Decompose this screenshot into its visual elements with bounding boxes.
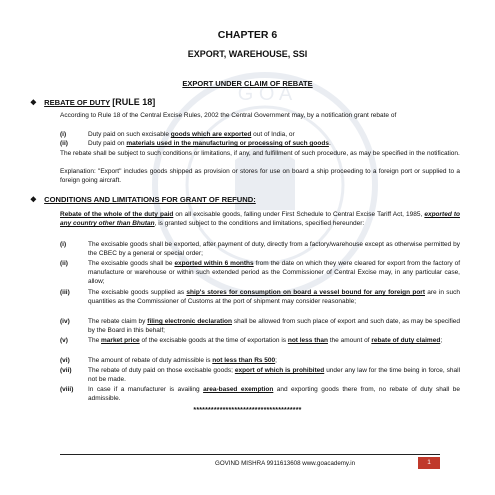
list-item (60, 240, 460, 258)
diamond-bullet-icon: ❖ (30, 98, 37, 107)
heading-label: REBATE OF DUTY (44, 98, 111, 107)
item-number: (iv) (60, 318, 70, 325)
list-item (60, 366, 460, 384)
item-text: shall be allowed from such place of export and such date, as may be specified by the Board in this behalf; (88, 318, 460, 335)
paragraph-rebate-conditions: The rebate shall be subject to such conditions or limitations, if any, and fulfillment of such procedure, as may be specified in the notification. (60, 150, 460, 157)
footer-divider (60, 454, 440, 455)
item-emphasis: not less than (287, 337, 328, 344)
item-number: (vii) (60, 367, 72, 374)
footer-credit: GOVIND MISHRA 9911613608 www.goacademy.in (215, 460, 356, 467)
item-text: and exporting goods there from, no rebate of duty shall be admissible. (88, 386, 460, 403)
heading-label: CONDITIONS AND LIMITATIONS FOR GRANT OF REFUND: (44, 195, 256, 204)
emphasis-text: exported to any country other than Bhutan (60, 211, 460, 228)
chapter-subtitle: EXPORT, WAREHOUSE, SSI (187, 49, 308, 59)
item-number: (ii) (60, 140, 68, 147)
item-text: The rebate of duty paid on those excisable goods; (88, 367, 235, 374)
item-text: are in such quantities as the Commissioner of Customs at the port of shipment may consider reasonable; (88, 289, 460, 306)
paragraph-explanation: Explanation: "Export" includes goods shipped as provision or stores for use on board a ship proceeding to a foreign port or supplied to a foreign going aircraft. (60, 168, 460, 185)
list-item (60, 288, 460, 306)
body-text: , is granted subject to the conditions and limitations, specified hereunder: (154, 220, 365, 228)
item-text: The excisable goods shall be (88, 260, 175, 267)
list-item (60, 356, 460, 365)
page-number: 1 (418, 457, 440, 469)
item-text: The amount of rebate of duty admissible is (88, 357, 213, 364)
item-text: . (328, 140, 331, 147)
item-emphasis: area-based exemption (203, 386, 274, 393)
body-text: on all excisable goods, falling under First Schedule to Central Excise Tariff Act, 1985, (173, 211, 425, 218)
diamond-bullet-icon: ❖ (30, 195, 37, 204)
item-emphasis: market price (101, 337, 140, 344)
heading-conditions (30, 195, 256, 204)
item-text: Duty paid on (88, 140, 127, 147)
emphasis-text: Rebate of the whole of the duty paid (60, 211, 174, 218)
list-item (60, 385, 460, 403)
item-emphasis: ship's stores for consumption on board a vessel bound for any foreign port (186, 289, 425, 296)
item-emphasis: not less than Rs 500 (212, 357, 276, 364)
list-item (60, 130, 460, 139)
item-text: of the excisable goods at the time of exportation is (139, 337, 288, 344)
item-text: under any law for the time being in force, shall not be made. (88, 367, 461, 384)
item-number: (iii) (60, 289, 70, 296)
list-item (60, 259, 460, 287)
paragraph-rebate-whole-duty (60, 210, 460, 228)
item-emphasis: filing electronic declaration (147, 318, 232, 325)
item-emphasis: rebate of duty claimed (371, 337, 441, 344)
item-text: In case if a manufacturer is availing (88, 386, 204, 393)
item-text: The rebate claim by (88, 318, 148, 325)
list-item (60, 336, 460, 345)
item-number: (i) (60, 241, 67, 248)
item-text: The (88, 337, 102, 344)
list-item (60, 317, 460, 335)
chapter-heading: CHAPTER 6 (217, 29, 278, 41)
item-text: ; (440, 337, 443, 344)
item-text: ; (275, 357, 277, 364)
item-text: The excisable goods supplied as (88, 289, 187, 296)
heading-rebate-of-duty (30, 97, 155, 107)
item-emphasis: goods which are exported (170, 131, 252, 138)
svg-text:G O A: G O A (237, 83, 293, 105)
item-emphasis: exported within 6 months (174, 260, 254, 267)
item-text: The excisable goods shall be exported, after payment of duty, directly from a factory/warehouse except as otherwise permitted by the CBEC by a general or special order; (88, 241, 460, 258)
item-number: (viii) (60, 386, 74, 393)
item-emphasis: materials used in the manufacturing or processing of such goods (126, 140, 329, 147)
item-number: (vi) (60, 357, 70, 364)
section-title: EXPORT UNDER CLAIM OF REBATE (182, 79, 313, 88)
item-number: (i) (60, 131, 67, 138)
item-text: Duty paid on such excisable (88, 131, 171, 138)
item-text: the amount of (327, 337, 372, 344)
item-number: (v) (60, 337, 68, 344)
item-number: (ii) (60, 260, 68, 267)
rule-reference: [RULE 18] (112, 97, 156, 107)
item-text: out of India, or (251, 131, 295, 138)
item-emphasis: export of which is prohibited (234, 367, 325, 374)
paragraph-intro: According to Rule 18 of the Central Excise Rules, 2002 the Central Government may, by a notification grant rebate of (60, 112, 397, 119)
separator-stars: ************************************* (193, 407, 302, 414)
item-text: from the date on which they were cleared for export from the factory of manufacture or warehouse or within such extended period as the Commissioner of Central Excise may, in any particular case, allow; (88, 260, 461, 286)
list-item (60, 139, 460, 148)
